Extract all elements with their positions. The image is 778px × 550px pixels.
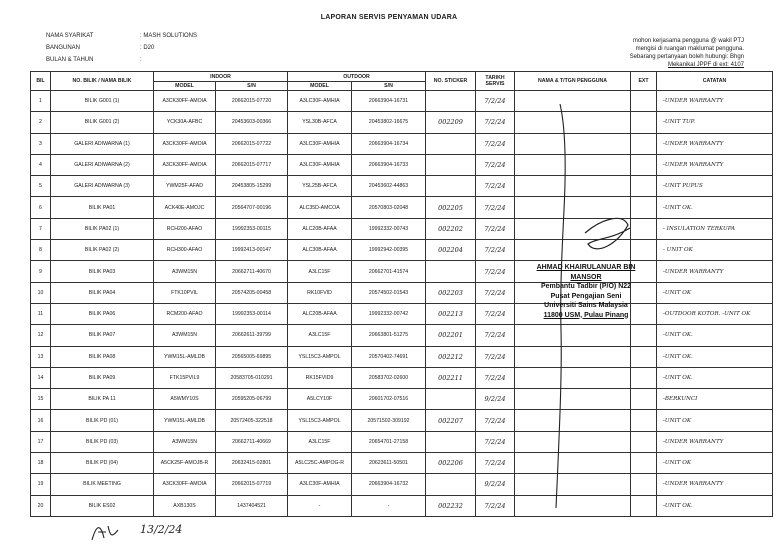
row-user [515, 176, 631, 197]
row-outdoor-sn: 20583702-02600 [352, 367, 426, 388]
row-room: BILIK PA02 (2) [51, 240, 154, 261]
row-indoor-model: YCK30A-AFBC [154, 112, 216, 133]
row-ext [631, 176, 657, 197]
row-sticker: 002211 [426, 367, 476, 388]
row-outdoor-model: RK15FVID9 [288, 367, 352, 388]
row-room: BILIK ES02 [51, 495, 154, 516]
header-outdoor: OUTDOOR [288, 72, 426, 82]
row-outdoor-model: A3LC15F [288, 325, 352, 346]
table-row [31, 91, 773, 112]
row-ext [631, 431, 657, 452]
row-bil: 18 [31, 453, 51, 474]
row-outdoor-sn: 20663904-16731 [352, 91, 426, 112]
row-date: 9/2/24 [476, 474, 515, 495]
row-ext [631, 133, 657, 154]
row-room: BILIK PD (01) [51, 410, 154, 431]
bottom-signature-date: 13/2/24 [140, 523, 183, 536]
row-date: 7/2/24 [476, 367, 515, 388]
row-date: 7/2/24 [476, 240, 515, 261]
row-outdoor-model: - [288, 495, 352, 516]
row-bil: 2 [31, 112, 51, 133]
row-outdoor-model: A3LC30F-AMHIA [288, 154, 352, 175]
row-sticker [426, 133, 476, 154]
table-row [31, 133, 773, 154]
row-room: GALERI ADIWARNA (3) [51, 176, 154, 197]
row-room: BILIK PA03 [51, 261, 154, 282]
row-indoor-model: RCM200-AFAO [154, 303, 216, 324]
row-outdoor-model: A3LC30F-AMHIA [288, 133, 352, 154]
row-note: -UNDER WARRANTY [657, 91, 773, 112]
row-bil: 9 [31, 261, 51, 282]
row-bil: 12 [31, 325, 51, 346]
row-indoor-model: YWM15L-AMLDB [154, 346, 216, 367]
row-outdoor-model: A3LC15F [288, 261, 352, 282]
row-bil: 13 [31, 346, 51, 367]
row-ext [631, 154, 657, 175]
row-ext [631, 218, 657, 239]
row-indoor-model: A3WM15N [154, 431, 216, 452]
table-row [31, 240, 773, 261]
row-ext [631, 410, 657, 431]
row-room: BILIK MEETING [51, 474, 154, 495]
row-outdoor-model: YSL30B-AFCA [288, 112, 352, 133]
row-outdoor-sn: 20654701-27158 [352, 431, 426, 452]
row-indoor-model: A3CK30FF-AMOIA [154, 91, 216, 112]
report-title: LAPORAN SERVIS PENYAMAN UDARA [320, 14, 458, 21]
row-date: 7/2/24 [476, 154, 515, 175]
row-indoor-model: ACK40E-AMOJC [154, 197, 216, 218]
row-note: -UNDER WARRANTY [657, 474, 773, 495]
row-bil: 19 [31, 474, 51, 495]
row-room: BILIK PA07 [51, 325, 154, 346]
row-user [515, 197, 631, 218]
row-indoor-sn: 20662015-07717 [216, 154, 288, 175]
row-indoor-model: YWM25F-AFAD [154, 176, 216, 197]
table-row [31, 303, 773, 324]
row-outdoor-model: ALC20B-AFAA [288, 303, 352, 324]
building-label: BANGUNAN [46, 45, 81, 51]
table-row [31, 474, 773, 495]
company-value: : MASH SOLUTIONS [140, 33, 198, 39]
stamp-univ: Universiti Sains Malaysia [544, 302, 628, 309]
row-note: - INSULATION TERKUPA [657, 218, 773, 239]
row-indoor-model: AXB130S [154, 495, 216, 516]
row-date: 7/2/24 [476, 91, 515, 112]
row-user [515, 410, 631, 431]
row-indoor-sn: 20572405-322518 [216, 410, 288, 431]
row-outdoor-sn: 20663904-16734 [352, 133, 426, 154]
month-label: BULAN & TAHUN [46, 57, 94, 63]
row-outdoor-sn: 19992942-00395 [352, 240, 426, 261]
row-sticker: 002232 [426, 495, 476, 516]
row-note: -UNDER WARRANTY [657, 261, 773, 282]
row-ext [631, 474, 657, 495]
building-value: : D20 [140, 45, 155, 51]
row-sticker [426, 389, 476, 410]
row-indoor-sn: 20632415-02801 [216, 453, 288, 474]
row-sticker: 002204 [426, 240, 476, 261]
row-indoor-model: RCH300-AFAO [154, 240, 216, 261]
row-sticker: 002207 [426, 410, 476, 431]
row-sticker: 002203 [426, 282, 476, 303]
row-sticker [426, 261, 476, 282]
table-row [31, 453, 773, 474]
row-indoor-sn: 20565005-69895 [216, 346, 288, 367]
stamp-dept: Pusat Pengajian Seni [550, 292, 622, 300]
row-room: BILIK G001 (2) [51, 112, 154, 133]
company-label: NAMA SYARIKAT [46, 33, 94, 39]
row-bil: 6 [31, 197, 51, 218]
row-bil: 3 [31, 133, 51, 154]
row-outdoor-model: A3LC30F-AMHIA [288, 474, 352, 495]
row-outdoor-model: ALC20B-AFAA [288, 218, 352, 239]
row-ext [631, 367, 657, 388]
table-row [31, 389, 773, 410]
row-indoor-model: A5CK25F-AMOJB-R [154, 453, 216, 474]
row-room: BILIK PA08 [51, 346, 154, 367]
header-indoor: INDOOR [154, 72, 288, 82]
row-bil: 7 [31, 218, 51, 239]
stamp-address: 11800 USM, Pulau Pinang [543, 311, 629, 319]
row-room: BILIK PD (03) [51, 431, 154, 452]
row-outdoor-model: YSL25B-AFCA [288, 176, 352, 197]
row-outdoor-model: ALC35D-AMCOA [288, 197, 352, 218]
row-indoor-sn: 20453603-00366 [216, 112, 288, 133]
header-bil: BIL [31, 72, 51, 91]
row-note: -UNIT OK. [657, 325, 773, 346]
row-sticker: 002209 [426, 112, 476, 133]
row-note: -BERKUNCI [657, 389, 773, 410]
row-outdoor-model: YSL15C3-AMPOL [288, 346, 352, 367]
row-indoor-model: A3CK30FF-AMOIA [154, 474, 216, 495]
row-user [515, 389, 631, 410]
row-bil: 11 [31, 303, 51, 324]
table-row [31, 218, 773, 239]
row-indoor-sn: 20662015-07719 [216, 474, 288, 495]
row-sticker [426, 91, 476, 112]
row-ext [631, 240, 657, 261]
table-row [31, 346, 773, 367]
row-date: 7/2/24 [476, 453, 515, 474]
row-date: 7/2/24 [476, 197, 515, 218]
row-date: 9/2/24 [476, 389, 515, 410]
row-room: BILIK PA06 [51, 303, 154, 324]
row-outdoor-sn: 19992332-00742 [352, 303, 426, 324]
row-indoor-model: RCH200-AFAO [154, 218, 216, 239]
header-room: NO. BILIK / NAMA BILIK [51, 72, 154, 91]
row-room: BILIK PA 11 [51, 389, 154, 410]
row-indoor-sn: 20662611-39799 [216, 325, 288, 346]
row-indoor-sn: 20583705-010291 [216, 367, 288, 388]
row-indoor-model: YWM15L-AMLDB [154, 410, 216, 431]
row-sticker: 002206 [426, 453, 476, 474]
row-indoor-sn: 1437404521 [216, 495, 288, 516]
notice-line-1: mohon kerjasama pengguna @ wakil PTJ [632, 38, 744, 44]
header-indoor-sn: S/N [216, 82, 288, 91]
table-row [31, 197, 773, 218]
row-outdoor-model: A5LCY10F [288, 389, 352, 410]
row-user [515, 154, 631, 175]
row-indoor-sn: 20564707-00196 [216, 197, 288, 218]
row-bil: 5 [31, 176, 51, 197]
row-bil: 4 [31, 154, 51, 175]
row-indoor-model: A3WM15N [154, 261, 216, 282]
table-row [31, 261, 773, 282]
row-date: 7/2/24 [476, 495, 515, 516]
row-ext [631, 453, 657, 474]
row-outdoor-sn: 20453602-44863 [352, 176, 426, 197]
row-user [515, 367, 631, 388]
notice-line-2: mengisi di ruangan maklumat pengguna. [635, 46, 744, 52]
row-user [515, 240, 631, 261]
officer-stamp [532, 263, 640, 320]
row-outdoor-sn: 20571502-309192 [352, 410, 426, 431]
row-note: -UNIT OK [657, 453, 773, 474]
row-user [515, 112, 631, 133]
row-indoor-sn: 20574205-00458 [216, 282, 288, 303]
row-indoor-sn: 20453805-15299 [216, 176, 288, 197]
row-bil: 8 [31, 240, 51, 261]
row-bil: 1 [31, 91, 51, 112]
row-room: BILIK PA04 [51, 282, 154, 303]
row-outdoor-model: ALC30B-AFAA [288, 240, 352, 261]
row-note: - UNIT OK [657, 240, 773, 261]
row-user [515, 495, 631, 516]
row-ext [631, 495, 657, 516]
table-row [31, 282, 773, 303]
row-outdoor-model: A3LC30F-AMHIA [288, 91, 352, 112]
row-user [515, 91, 631, 112]
row-date: 7/2/24 [476, 346, 515, 367]
row-indoor-model: A5WMY10S [154, 389, 216, 410]
row-date: 7/2/24 [476, 218, 515, 239]
row-indoor-sn: 19992413-00147 [216, 240, 288, 261]
header-user: NAMA & T/TGN PENGGUNA [515, 72, 631, 91]
row-indoor-sn: 19992353-00115 [216, 218, 288, 239]
row-date: 7/2/24 [476, 176, 515, 197]
stamp-title: Pembantu Tadbir (P/O) N22 [540, 283, 632, 290]
row-note: -UNIT OK. [657, 346, 773, 367]
row-sticker: 002202 [426, 218, 476, 239]
row-indoor-model: FTK10PVIL [154, 282, 216, 303]
row-sticker [426, 431, 476, 452]
header-notes: CATATAN [657, 72, 773, 91]
table-row [31, 410, 773, 431]
row-note: -UNIT OK. [657, 367, 773, 388]
table-row [31, 431, 773, 452]
row-date: 7/2/24 [476, 282, 515, 303]
row-ext [631, 325, 657, 346]
row-ext [631, 197, 657, 218]
notice-box [574, 37, 744, 69]
row-note: -UNIT OK. [657, 197, 773, 218]
row-ext [631, 346, 657, 367]
row-note: -UNIT TUP. [657, 112, 773, 133]
row-note: -UNIT OK. [657, 495, 773, 516]
row-note: -UNDER WARRANTY [657, 133, 773, 154]
row-sticker: 002205 [426, 197, 476, 218]
row-date: 7/2/24 [476, 303, 515, 324]
row-ext [631, 389, 657, 410]
notice-line-3: Sebarang pertanyaan boleh hubungi: Bhgn [629, 54, 744, 60]
row-outdoor-sn: 20663801-51275 [352, 325, 426, 346]
row-indoor-model: A3CK30FF-AMOIA [154, 133, 216, 154]
row-sticker [426, 176, 476, 197]
row-sticker [426, 154, 476, 175]
row-indoor-sn: 19992353-00114 [216, 303, 288, 324]
row-room: BILIK PA01 [51, 197, 154, 218]
row-date: 7/2/24 [476, 410, 515, 431]
header-outdoor-model: MODEL [288, 82, 352, 91]
row-outdoor-model: YSL15C3-AMPOL [288, 410, 352, 431]
row-ext [631, 112, 657, 133]
row-outdoor-model: A3LC15F [288, 431, 352, 452]
stamp-name: AHMAD KHAIRULANUAR BIN MANSOR [536, 264, 636, 281]
row-note: -UNIT OK [657, 410, 773, 431]
row-date: 7/2/24 [476, 112, 515, 133]
row-room: BILIK G001 (1) [51, 91, 154, 112]
row-indoor-model: A3WM15N [154, 325, 216, 346]
row-outdoor-sn: - [352, 495, 426, 516]
row-room: BILIK PA02 (1) [51, 218, 154, 239]
row-room: GALERI ADIWARNA (1) [51, 133, 154, 154]
month-value: : [140, 57, 142, 63]
row-note: -UNDER WARRANTY [657, 154, 773, 175]
table-row [31, 495, 773, 516]
row-indoor-sn: 20662015-07720 [216, 91, 288, 112]
row-sticker: 002213 [426, 303, 476, 324]
row-sticker: 002201 [426, 325, 476, 346]
row-outdoor-sn: 20663904-16732 [352, 474, 426, 495]
table-row [31, 154, 773, 175]
row-user [515, 346, 631, 367]
row-outdoor-sn: 20570803-02048 [352, 197, 426, 218]
row-user [515, 474, 631, 495]
row-bil: 20 [31, 495, 51, 516]
table-body [31, 91, 773, 517]
row-outdoor-sn: 20601702-07516 [352, 389, 426, 410]
row-indoor-model: FTK15PVIL9 [154, 367, 216, 388]
row-indoor-sn: 20662711-40669 [216, 431, 288, 452]
row-bil: 16 [31, 410, 51, 431]
row-date: 7/2/24 [476, 325, 515, 346]
header-indoor-model: MODEL [154, 82, 216, 91]
row-note: -UNIT PUPUS [657, 176, 773, 197]
row-outdoor-model: RK10FVID [288, 282, 352, 303]
row-user [515, 453, 631, 474]
row-indoor-sn: 20662711-40670 [216, 261, 288, 282]
row-outdoor-sn: 20570402-74691 [352, 346, 426, 367]
row-ext [631, 91, 657, 112]
row-outdoor-sn: 20662701-41574 [352, 261, 426, 282]
row-outdoor-sn: 20453802-16675 [352, 112, 426, 133]
table-row [31, 176, 773, 197]
row-user [515, 218, 631, 239]
service-table [30, 71, 773, 517]
row-user [515, 431, 631, 452]
row-outdoor-sn: 19992332-00743 [352, 218, 426, 239]
row-sticker [426, 474, 476, 495]
table-row [31, 112, 773, 133]
row-room: GALERI ADIWARNA (2) [51, 154, 154, 175]
row-date: 7/2/24 [476, 133, 515, 154]
row-note: -OUTDOOR KOTOR. -UNIT OK [657, 303, 773, 324]
row-room: BILIK PD (04) [51, 453, 154, 474]
row-user [515, 133, 631, 154]
row-outdoor-sn: 20623611-50501 [352, 453, 426, 474]
row-outdoor-sn: 20574502-01543 [352, 282, 426, 303]
row-sticker: 002212 [426, 346, 476, 367]
row-note: -UNDER WARRANTY [657, 431, 773, 452]
row-room: BILIK PA09 [51, 367, 154, 388]
row-bil: 15 [31, 389, 51, 410]
row-note: -UNIT OK [657, 282, 773, 303]
table-row [31, 325, 773, 346]
row-indoor-model: A3CK30FF-AMOIA [154, 154, 216, 175]
header-outdoor-sn: S/N [352, 82, 426, 91]
row-date: 7/2/24 [476, 261, 515, 282]
row-outdoor-sn: 20663904-16733 [352, 154, 426, 175]
row-bil: 17 [31, 431, 51, 452]
row-bil: 10 [31, 282, 51, 303]
row-outdoor-model: A5LC25C-AMPOG-R [288, 453, 352, 474]
row-indoor-sn: 20662015-07722 [216, 133, 288, 154]
row-indoor-sn: 20595205-06799 [216, 389, 288, 410]
row-date: 7/2/24 [476, 431, 515, 452]
table-row [31, 367, 773, 388]
header-ext: EXT [631, 72, 657, 91]
row-bil: 14 [31, 367, 51, 388]
header-date: TARIKH SERVIS [476, 72, 515, 91]
header-sticker: NO. STICKER [426, 72, 476, 91]
row-user [515, 325, 631, 346]
notice-line-4: Mekanikal JPPF di ext: 4107 [667, 62, 744, 68]
